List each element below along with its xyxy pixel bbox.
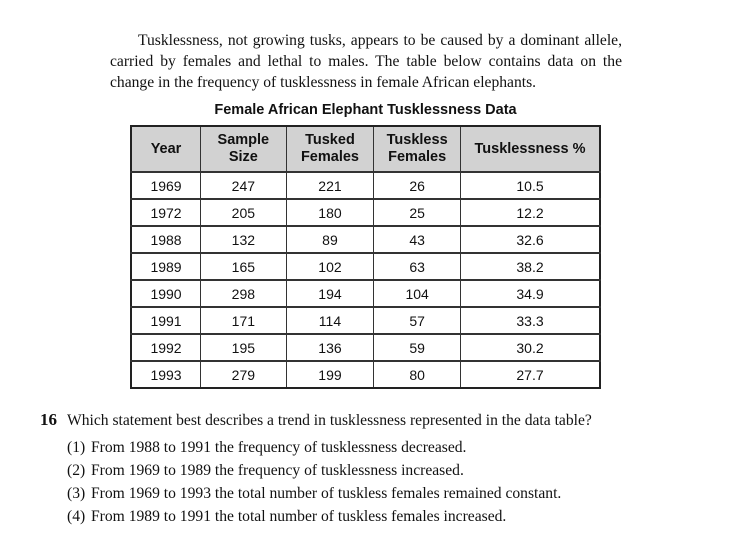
cell-tuskless-females: 63 [374,253,461,280]
cell-year: 1989 [131,253,201,280]
cell-sample-size: 195 [201,334,287,361]
cell-sample-size: 298 [201,280,287,307]
cell-sample-size: 171 [201,307,287,334]
question-stem-line [40,410,700,430]
answer-option-3[interactable] [67,482,700,505]
cell-sample-size: 205 [201,199,287,226]
option-text: From 1969 to 1989 the frequency of tusklessness increased. [91,462,464,479]
cell-sample-size: 165 [201,253,287,280]
cell-tusklessness-percent: 12.2 [461,199,601,226]
cell-tuskless-females: 26 [374,172,461,199]
header-label: Tusked Females [300,132,359,165]
intro-paragraph: Tusklessness, not growing tusks, appears to be caused by a dominant allele, carried by females and lethal to males. The table below contains data on the change in the frequency of tusklessness in female African elephants. [110,32,622,91]
cell-year: 1990 [131,280,201,307]
table-row [131,226,600,253]
cell-tuskless-females: 104 [374,280,461,307]
answer-options [67,436,700,528]
header-label: Tusklessness % [474,140,586,157]
header-tuskless-females [374,126,461,172]
cell-year: 1991 [131,307,201,334]
answer-option-2[interactable] [67,459,700,482]
cell-year: 1993 [131,361,201,388]
header-sample-size [201,126,287,172]
cell-tusklessness-percent: 27.7 [461,361,601,388]
cell-tusklessness-percent: 30.2 [461,334,601,361]
cell-tusked-females: 180 [286,199,374,226]
cell-tusklessness-percent: 32.6 [461,226,601,253]
cell-tusked-females: 102 [286,253,374,280]
cell-tusklessness-percent: 10.5 [461,172,601,199]
option-text: From 1969 to 1993 the total number of tuskless females remained constant. [91,485,562,502]
cell-year: 1988 [131,226,201,253]
tusklessness-data-table [130,125,601,389]
table-row [131,172,600,199]
cell-tusked-females: 136 [286,334,374,361]
table-row [131,361,600,388]
cell-tusked-females: 199 [286,361,374,388]
option-text: From 1988 to 1991 the frequency of tusklessness decreased. [91,439,467,456]
question-number: 16 [40,410,57,429]
header-label: Year [150,140,182,157]
table-row [131,253,600,280]
header-label: Tuskless Females [386,132,448,165]
header-label: Sample Size [217,132,270,165]
table-row [131,307,600,334]
cell-year: 1969 [131,172,201,199]
option-label: (1) [67,439,86,456]
table-row [131,199,600,226]
question-16 [40,410,700,528]
cell-tusked-females: 89 [286,226,374,253]
cell-tuskless-females: 59 [374,334,461,361]
cell-tusked-females: 114 [286,307,374,334]
cell-sample-size: 279 [201,361,287,388]
cell-tusklessness-percent: 33.3 [461,307,601,334]
answer-option-4[interactable] [67,505,700,528]
table-header-row [131,126,600,172]
option-label: (2) [67,462,86,479]
table-row [131,334,600,361]
cell-year: 1992 [131,334,201,361]
header-year [131,126,201,172]
header-tusklessness-percent [461,126,601,172]
cell-tusked-females: 194 [286,280,374,307]
cell-year: 1972 [131,199,201,226]
header-tusked-females [286,126,374,172]
answer-option-1[interactable] [67,436,700,459]
cell-tuskless-females: 57 [374,307,461,334]
cell-sample-size: 247 [201,172,287,199]
question-stem: Which statement best describes a trend in tusklessness represented in the data table? [67,412,592,429]
table-row [131,280,600,307]
cell-tuskless-females: 43 [374,226,461,253]
cell-tusked-females: 221 [286,172,374,199]
option-label: (3) [67,485,86,502]
cell-tuskless-females: 80 [374,361,461,388]
cell-tuskless-females: 25 [374,199,461,226]
cell-sample-size: 132 [201,226,287,253]
cell-tusklessness-percent: 38.2 [461,253,601,280]
table-title: Female African Elephant Tusklessness Data [214,102,517,118]
cell-tusklessness-percent: 34.9 [461,280,601,307]
option-label: (4) [67,508,86,525]
option-text: From 1989 to 1991 the total number of tuskless females increased. [91,508,507,525]
